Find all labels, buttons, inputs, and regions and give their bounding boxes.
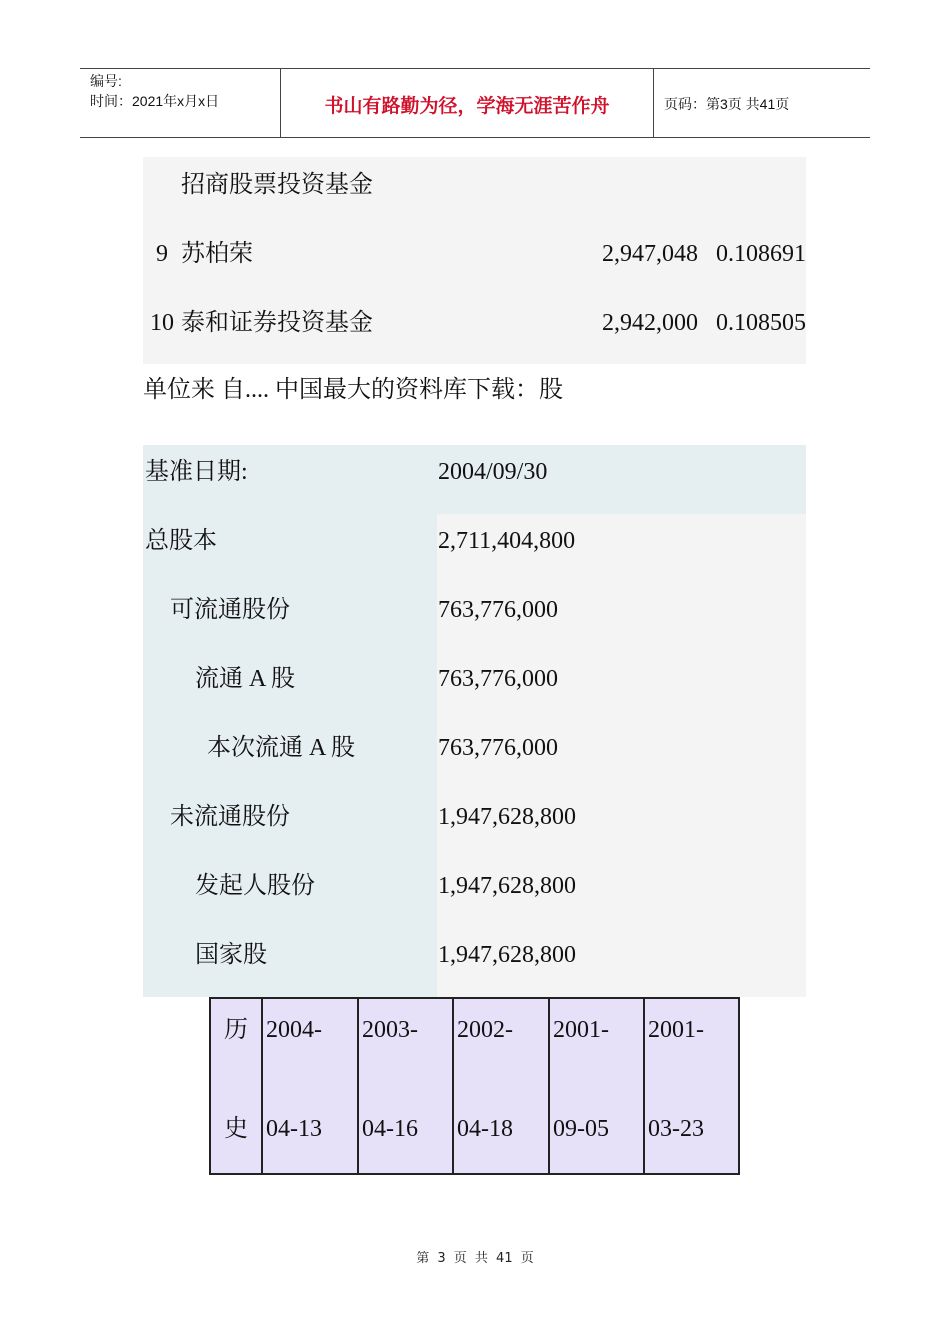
header-motto-cell bbox=[281, 69, 654, 137]
fund-name: 苏柏荣 bbox=[181, 241, 253, 267]
column-divider bbox=[643, 999, 645, 1175]
share-label: 本次流通 A 股 bbox=[207, 735, 356, 761]
share-value: 763,776,000 bbox=[438, 735, 558, 761]
history-date: 03-23 bbox=[648, 1116, 704, 1142]
share-label: 总股本 bbox=[145, 528, 217, 554]
share-value: 2,711,404,800 bbox=[438, 528, 576, 554]
number-label: 编号: bbox=[90, 73, 122, 89]
fund-list bbox=[143, 157, 806, 364]
page-label: 页码：第3页 共41页 bbox=[664, 96, 790, 112]
history-label: 历 bbox=[224, 1017, 248, 1043]
fund-ratio: 0.108691 bbox=[716, 241, 806, 267]
share-label: 流通 A 股 bbox=[195, 666, 296, 692]
unit-line: 单位来 自.... 中国最大的资料库下载：股 bbox=[143, 377, 563, 403]
history-date: 09-05 bbox=[553, 1116, 609, 1142]
history-date: 04-13 bbox=[266, 1116, 322, 1142]
fund-name: 泰和证券投资基金 bbox=[181, 310, 373, 336]
header-meta-cell bbox=[80, 69, 281, 137]
history-date: 2004- bbox=[266, 1017, 322, 1043]
fund-rank: 10 bbox=[150, 310, 174, 336]
base-date-value: 2004/09/30 bbox=[438, 459, 548, 485]
share-value: 1,947,628,800 bbox=[438, 873, 576, 899]
fund-rank: 9 bbox=[156, 241, 168, 267]
history-date: 2003- bbox=[362, 1017, 418, 1043]
page-header bbox=[80, 68, 870, 138]
column-divider bbox=[452, 999, 454, 1175]
share-value: 1,947,628,800 bbox=[438, 942, 576, 968]
history-table bbox=[209, 997, 740, 1175]
time-label: 时间：2021年x月x日 bbox=[90, 93, 220, 109]
history-date: 04-16 bbox=[362, 1116, 418, 1142]
fund-ratio: 0.108505 bbox=[716, 310, 806, 336]
share-structure-table bbox=[143, 445, 806, 997]
history-date: 2001- bbox=[648, 1017, 704, 1043]
column-divider bbox=[357, 999, 359, 1175]
fund-shares: 2,947,048 bbox=[602, 241, 698, 267]
page-footer: 第 3 页 共 41 页 bbox=[416, 1251, 534, 1266]
fund-shares: 2,942,000 bbox=[602, 310, 698, 336]
share-value: 763,776,000 bbox=[438, 666, 558, 692]
share-label: 可流通股份 bbox=[170, 597, 290, 623]
column-divider bbox=[261, 999, 263, 1175]
history-label: 史 bbox=[224, 1116, 248, 1142]
share-value: 1,947,628,800 bbox=[438, 804, 576, 830]
history-date: 2002- bbox=[457, 1017, 513, 1043]
history-date: 04-18 bbox=[457, 1116, 513, 1142]
base-date-label: 基准日期: bbox=[145, 459, 248, 485]
column-divider bbox=[548, 999, 550, 1175]
fund-name: 招商股票投资基金 bbox=[181, 172, 373, 198]
header-page-cell bbox=[654, 69, 870, 137]
share-label: 未流通股份 bbox=[170, 804, 290, 830]
share-value: 763,776,000 bbox=[438, 597, 558, 623]
share-label: 发起人股份 bbox=[195, 873, 315, 899]
history-date: 2001- bbox=[553, 1017, 609, 1043]
share-label: 国家股 bbox=[195, 942, 267, 968]
motto: 书山有路勤为径，学海无涯苦作舟 bbox=[324, 95, 610, 117]
